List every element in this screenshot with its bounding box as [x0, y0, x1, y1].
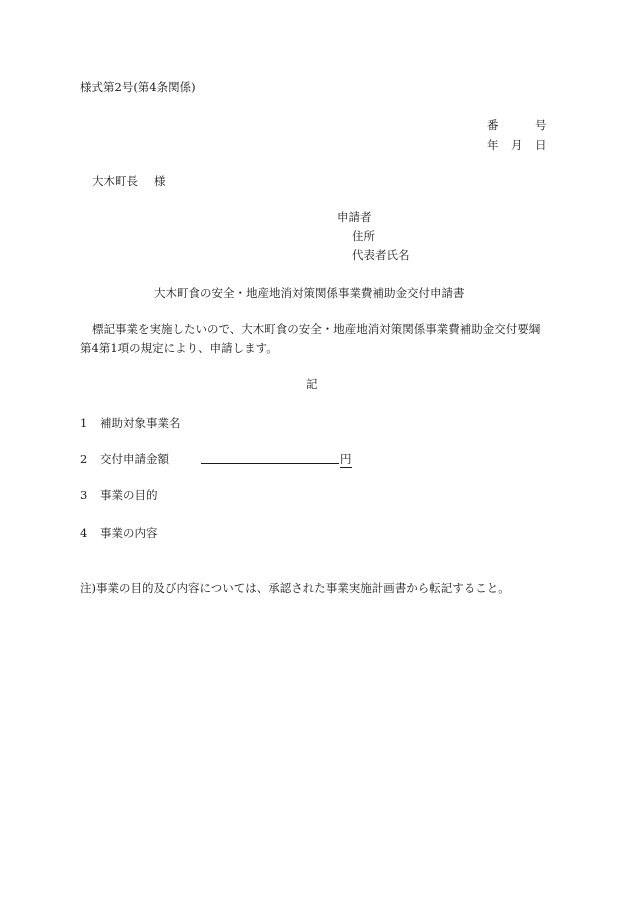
item-label: 事業の目的 — [99, 488, 158, 502]
addressee-honorific: 様 — [154, 174, 166, 188]
ki-heading: 記 — [306, 377, 318, 391]
item-label: 補助対象事業名 — [99, 416, 181, 430]
form-number: 様式第2号(第4条関係) — [80, 80, 196, 94]
body-text-line-1: 標記事業を実施したいので、大木町食の安全・地産地消対策関係事業費補助金交付要綱 — [92, 322, 541, 336]
item-4 — [80, 528, 157, 540]
item-label: 事業の内容 — [99, 526, 158, 540]
footnote: 注)事業の目的及び内容については、承認された事業実施計画書から転記すること。 — [80, 581, 510, 595]
applicant-label: 申請者 — [337, 210, 372, 224]
item-number: 3 — [80, 488, 88, 502]
item-1 — [80, 418, 180, 430]
applicant-address-label: 住所 — [352, 229, 375, 243]
body-text-line-2: 第4第1項の規定により、申請します。 — [80, 341, 278, 355]
amount-underline — [201, 463, 339, 464]
item-number: 4 — [80, 526, 88, 540]
item-2 — [80, 454, 169, 466]
document-number-label: 番 — [487, 118, 499, 132]
date-day-label: 日 — [535, 138, 547, 152]
date-month-label: 月 — [511, 138, 523, 152]
item-number: 1 — [80, 416, 88, 430]
amount-unit: 円 — [340, 452, 352, 466]
document-number-suffix: 号 — [535, 118, 547, 132]
item-3 — [80, 490, 157, 502]
addressee-title: 大木町長 — [92, 174, 138, 188]
document-title: 大木町食の安全・地産地消対策関係事業費補助金交付申請書 — [154, 286, 465, 300]
applicant-representative-label: 代表者氏名 — [352, 248, 410, 262]
date-year-label: 年 — [487, 138, 499, 152]
item-label: 交付申請金額 — [99, 452, 169, 466]
item-number: 2 — [80, 452, 88, 466]
